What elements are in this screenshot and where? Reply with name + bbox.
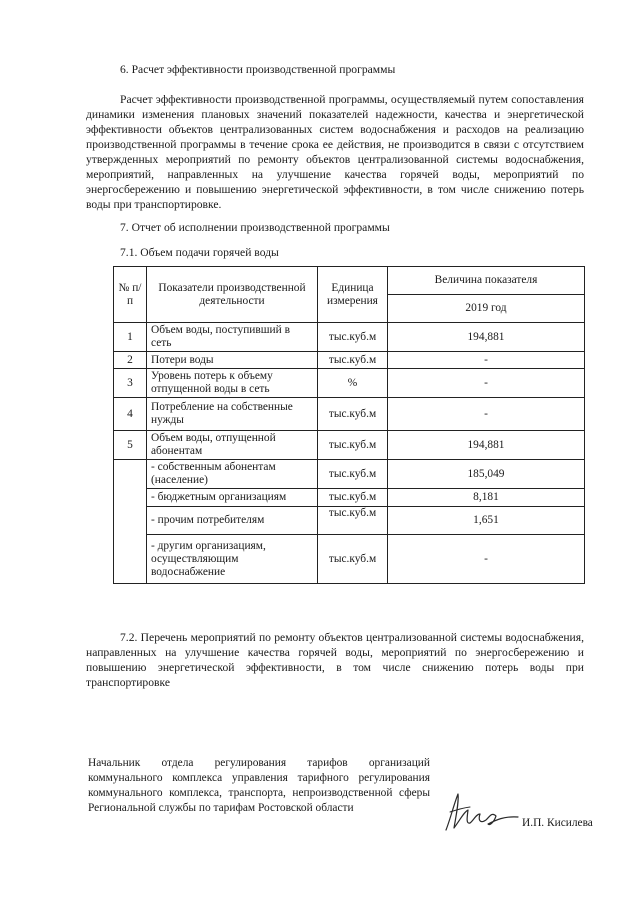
section-7-1-heading: 7.1. Объем подачи горячей воды bbox=[120, 246, 279, 259]
row-num: 3 bbox=[114, 369, 147, 398]
row-value: 194,881 bbox=[388, 323, 585, 352]
hot-water-supply-table bbox=[113, 266, 585, 584]
row-unit: тыс.куб.м bbox=[318, 398, 388, 431]
row-value: - bbox=[388, 369, 585, 398]
header-indicator: Показатели производственной деятельности bbox=[147, 267, 318, 323]
row-unit: тыс.куб.м bbox=[318, 431, 388, 460]
row-unit: тыс.куб.м bbox=[318, 460, 388, 489]
row-num: 1 bbox=[114, 323, 147, 352]
table-row bbox=[114, 535, 585, 584]
row-indicator: - бюджетным организациям bbox=[147, 489, 318, 507]
row-indicator: Потребление на собственные нужды bbox=[147, 398, 318, 431]
row-value: 185,049 bbox=[388, 460, 585, 489]
header-num: № п/п bbox=[114, 267, 147, 323]
table-row bbox=[114, 323, 585, 352]
row-value: - bbox=[388, 535, 585, 584]
row-value: 8,181 bbox=[388, 489, 585, 507]
section-6-heading: 6. Расчет эффективности производственной программы bbox=[120, 63, 396, 76]
table-row bbox=[114, 369, 585, 398]
row-indicator: Потери воды bbox=[147, 352, 318, 369]
row-indicator: - другим организациям, осуществляющим водоснабжение bbox=[147, 535, 318, 584]
row-num bbox=[114, 460, 147, 584]
row-unit: тыс.куб.м bbox=[318, 489, 388, 507]
table-row bbox=[114, 507, 585, 535]
handwritten-signature bbox=[440, 790, 520, 835]
row-unit: тыс.куб.м bbox=[318, 352, 388, 369]
header-year: 2019 год bbox=[388, 295, 585, 323]
header-value: Величина показателя bbox=[388, 267, 585, 295]
row-num: 2 bbox=[114, 352, 147, 369]
row-unit: % bbox=[318, 369, 388, 398]
signatory-position: Начальник отдела регулирования тарифов организаций коммунального комплекса управления тарифного регулирования коммунального комплекса, транспорта, непроизводственной сферы Региональной службы по тарифам Ростовской области bbox=[88, 757, 430, 814]
table-row bbox=[114, 398, 585, 431]
section-6-paragraph: Расчет эффективности производственной программы, осуществляемый путем сопоставления динамики изменения плановых значений показателей надежности, качества и энергетической эффективности объектов централизованных систем водоснабжения и расходов на реализацию производственной программы в течение срока ее действия, не производится в связи с отсутствием утвержденных мероприятий по ремонту объектов централизованной системы водоснабжения, мероприятий, направленных на улучшение качества горячей воды, мероприятий по энергосбережению и повышению энергетической эффективности, в том числе снижению потерь воды при транспортировке. bbox=[86, 93, 584, 211]
row-unit: тыс.куб.м bbox=[318, 535, 388, 584]
row-value: - bbox=[388, 398, 585, 431]
section-7-heading: 7. Отчет об исполнении производственной программы bbox=[120, 221, 390, 234]
row-value: 1,651 bbox=[388, 507, 585, 535]
row-num: 4 bbox=[114, 398, 147, 431]
header-unit: Единица измерения bbox=[318, 267, 388, 323]
signatory-name: И.П. Кисилева bbox=[522, 817, 593, 829]
row-indicator: Уровень потерь к объему отпущенной воды в сеть bbox=[147, 369, 318, 398]
row-unit: тыс.куб.м bbox=[318, 507, 388, 535]
table-row bbox=[114, 352, 585, 369]
row-indicator: - прочим потребителям bbox=[147, 507, 318, 535]
row-indicator: Объем воды, поступивший в сеть bbox=[147, 323, 318, 352]
section-7-2-paragraph: 7.2. Перечень мероприятий по ремонту объектов централизованной системы водоснабжения, направленных на улучшение качества горячей воды, мероприятий по энергосбережению и повышению энергетической эффективности, в том числе снижению потерь воды при транспортировке bbox=[86, 631, 584, 689]
row-num: 5 bbox=[114, 431, 147, 460]
row-value: 194,881 bbox=[388, 431, 585, 460]
row-indicator: Объем воды, отпущенной абонентам bbox=[147, 431, 318, 460]
row-unit: тыс.куб.м bbox=[318, 323, 388, 352]
table-row bbox=[114, 460, 585, 489]
row-value: - bbox=[388, 352, 585, 369]
row-indicator: - собственным абонентам (население) bbox=[147, 460, 318, 489]
table-row bbox=[114, 431, 585, 460]
table-row bbox=[114, 489, 585, 507]
